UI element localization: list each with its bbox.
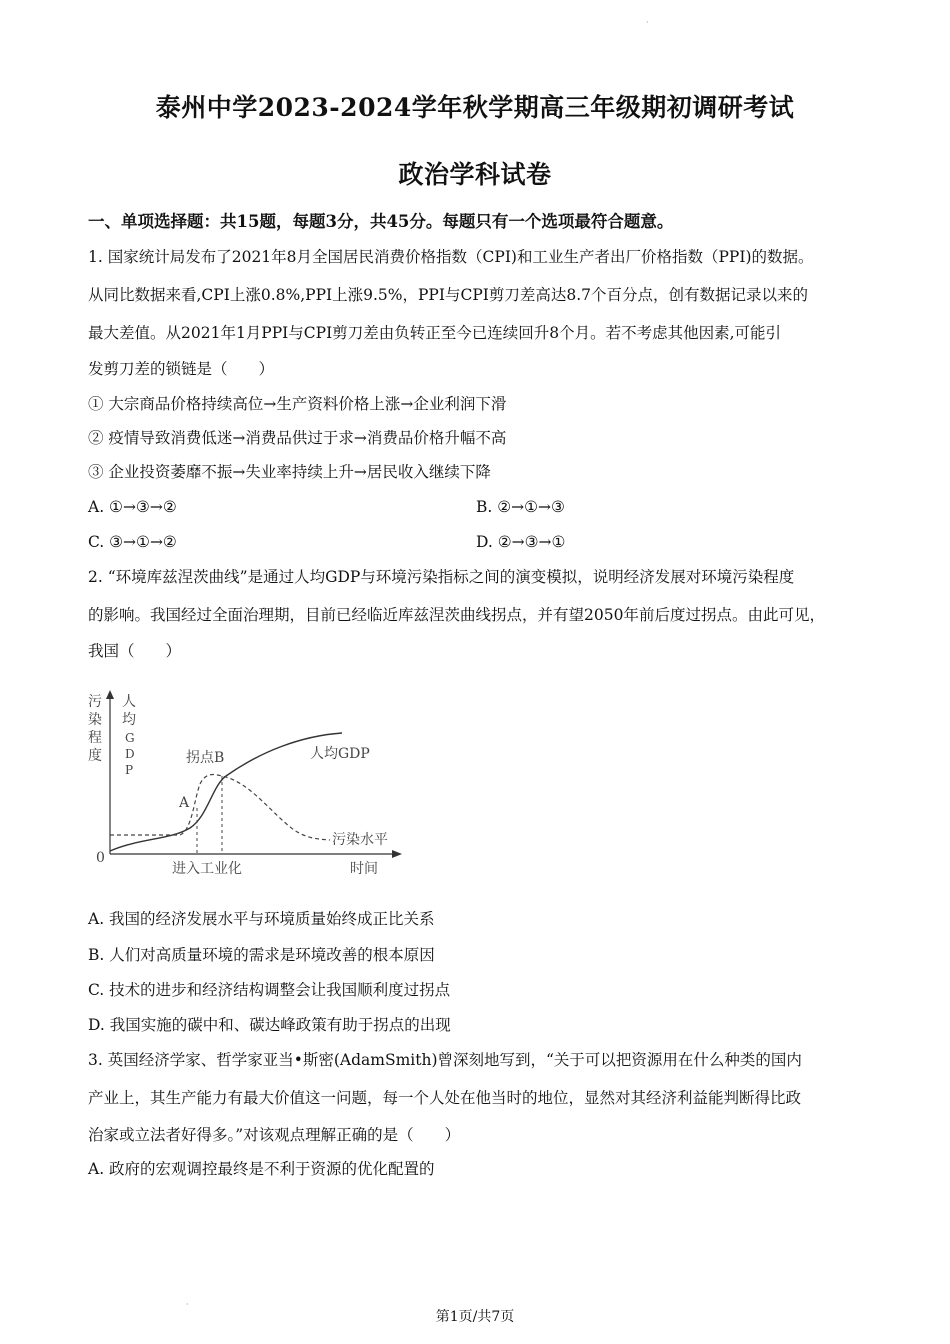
q2-stem-line: 我国（ ） — [88, 642, 182, 660]
turning-point-label: 拐点B — [186, 750, 225, 766]
kuznets-curve-figure — [80, 688, 410, 883]
q3-stem-line: 3. 英国经济学家、哲学家亚当•斯密(AdamSmith)曾深刻地写到，“关于可以把资源用在什么种类的国内 — [88, 1051, 802, 1069]
q2-option-d: D. 我国实施的碳中和、碳达峰政策有助于拐点的出现 — [88, 1016, 451, 1034]
q1-item: ① 大宗商品价格持续高位→生产资料价格上涨→企业利润下滑 — [88, 395, 507, 413]
q2-option-a: A. 我国的经济发展水平与环境质量始终成正比关系 — [88, 910, 435, 928]
q1-item: ③ 企业投资萎靡不振→失业率持续上升→居民收入继续下降 — [88, 463, 491, 481]
ylabel-gdp: 均 — [122, 712, 136, 728]
ylabel-pollution: 染 — [88, 712, 102, 728]
q3-stem-line: 治家或立法者好得多。”对该观点理解正确的是（ ） — [88, 1126, 461, 1144]
x-axis-label: 时间 — [350, 861, 378, 877]
q1-item: ② 疫情导致消费低迷→消费品供过于求→消费品价格升幅不高 — [88, 429, 507, 447]
origin-label: 0 — [96, 850, 105, 866]
q2-stem-line: 2. “环境库兹涅茨曲线”是通过人均GDP与环境污染指标之间的演变模拟，说明经济发展对环境污染程度 — [88, 568, 795, 586]
scan-dot: · — [646, 18, 649, 27]
ylabel-pollution: 污 — [88, 694, 102, 710]
section-heading: 一、单项选择题：共15题，每题3分，共45分。每题只有一个选项最符合题意。 — [88, 212, 674, 231]
gdp-curve-label: 人均GDP — [310, 746, 370, 762]
ylabel-gdp: D — [125, 747, 135, 761]
x-axis-arrow — [392, 850, 402, 858]
ylabel-gdp: P — [125, 763, 134, 777]
q1-option-d: D. ②→③→① — [476, 533, 566, 551]
q1-stem-line: 从同比数据来看,CPI上涨0.8%,PPI上涨9.5%，PPI与CPI剪刀差高达8.7个百分点，创有数据记录以来的 — [88, 286, 809, 304]
q3-option-a: A. 政府的宏观调控最终是不利于资源的优化配置的 — [88, 1160, 435, 1178]
exam-subtitle: 政治学科试卷 — [398, 160, 552, 189]
scan-dot: · — [186, 1300, 189, 1309]
gdp-curve — [110, 733, 342, 851]
q1-option-c: C. ③→①→② — [88, 533, 177, 551]
q1-option-a: A. ①→③→② — [88, 498, 177, 516]
pollution-curve-label: 污染水平 — [332, 832, 388, 848]
q1-stem-line: 1. 国家统计局发布了2021年8月全国居民消费价格指数（CPI)和工业生产者出厂价格指数（PPI)的数据。 — [88, 248, 814, 266]
y-axis-arrow — [106, 690, 114, 699]
point-a-label: A — [179, 795, 190, 811]
ylabel-pollution: 程 — [88, 730, 102, 746]
q2-option-c: C. 技术的进步和经济结构调整会让我国顺利度过拐点 — [88, 981, 451, 999]
exam-title: 泰州中学2023-2024学年秋学期高三年级期初调研考试 — [155, 93, 795, 122]
ylabel-gdp: 人 — [122, 694, 136, 710]
q1-stem-line: 最大差值。从2021年1月PPI与CPI剪刀差由负转正至今已连续回升8个月。若不考虑其他因素,可能引 — [88, 324, 781, 342]
q2-option-b: B. 人们对高质量环境的需求是环境改善的根本原因 — [88, 946, 435, 964]
q1-option-b: B. ②→①→③ — [476, 498, 565, 516]
pollution-curve — [110, 774, 330, 840]
q2-stem-line: 的影响。我国经过全面治理期，目前已经临近库兹涅茨曲线拐点，并有望2050年前后度过拐点。由此可见， — [88, 606, 825, 624]
page-number: 第1页/共7页 — [435, 1309, 515, 1325]
industrialization-label: 进入工业化 — [172, 861, 242, 877]
q3-stem-line: 产业上，其生产能力有最大价值这一问题，每一个人处在他当时的地位，显然对其经济利益能判断得比政 — [88, 1089, 802, 1107]
q1-stem-line: 发剪刀差的锁链是（ ） — [88, 360, 275, 378]
ylabel-pollution: 度 — [88, 748, 102, 764]
ylabel-gdp: G — [125, 731, 135, 745]
